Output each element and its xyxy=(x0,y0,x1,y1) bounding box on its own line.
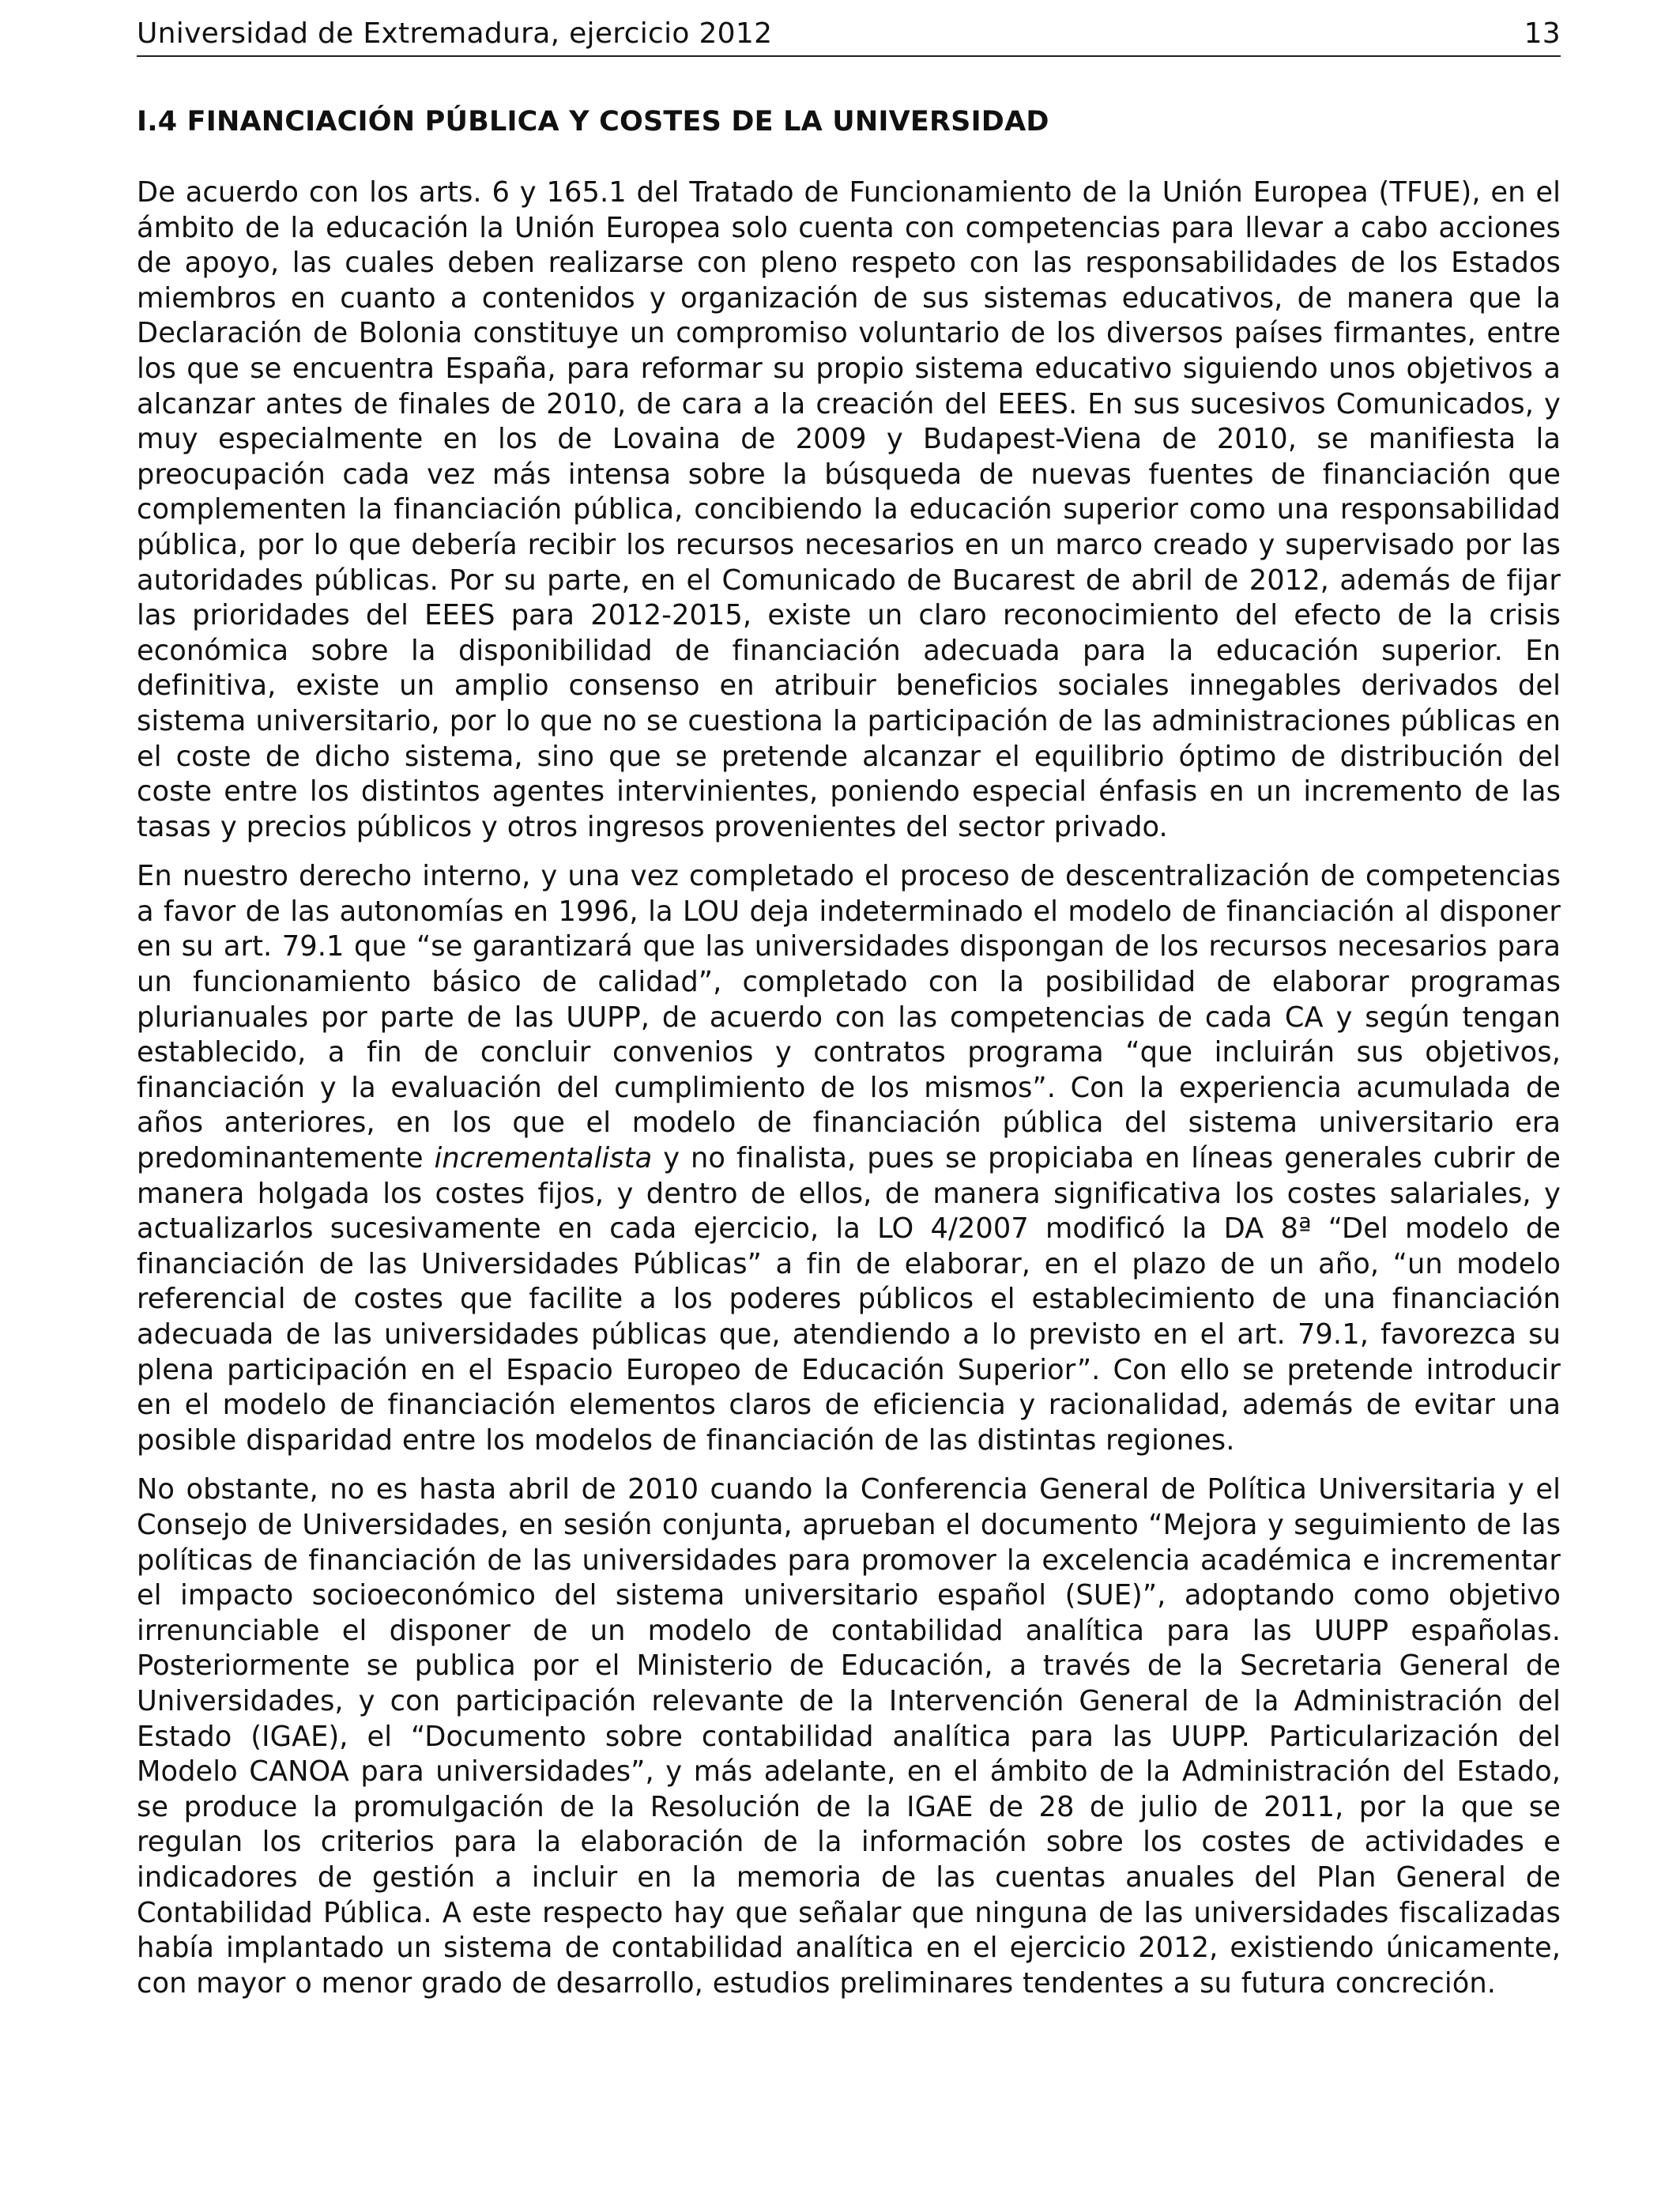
paragraph-2-text-before: En nuestro derecho interno, y una vez completado el proceso de descentralización de competencias a favor de las autonomías en 1996, la LOU deja indeterminado el modelo de financiación al disponer en su art. 79.1 que “se garantizará que las universidades dispongan de los recursos necesarios para un funcionamiento básico de calidad”, completado con la posibilidad de elaborar programas plurianuales por parte de las UUPP, de acuerdo con las competencias de cada CA y según tengan establecido, a fin de concluir convenios y contratos programa “que incluirán sus objetivos, financiación y la evaluación del cumplimiento de los mismos”. Con la experiencia acumulada de años anteriores, en los que el modelo de financiación pública del sistema universitario era predominantemente xyxy=(137,860,1561,1175)
running-title: Universidad de Extremadura, ejercicio 2012 xyxy=(137,17,773,50)
paragraph-3: No obstante, no es hasta abril de 2010 cuando la Conferencia General de Política Universitaria y el Consejo de Universidades, en sesión conjunta, aprueban el documento “Mejora y seguimiento de las políticas de financiación de las universidades para promover la excelencia académica e incrementar el impacto socioeconómico del sistema universitario español (SUE)”, adoptando como objetivo irrenunciable el disponer de un modelo de contabilidad analítica para las UUPP españolas. Posteriormente se publica por el Ministerio de Educación, a través de la Secretaria General de Universidades, y con participación relevante de la Intervención General de la Administración del Estado (IGAE), el “Documento sobre contabilidad analítica para las UUPP. Particularización del Modelo CANOA para universidades”, y más adelante, en el ámbito de la Administración del Estado, se produce la promulgación de la Resolución de la IGAE de 28 de julio de 2011, por la que se regulan los criterios para la elaboración de la información sobre los costes de actividades e indicadores de gestión a incluir en la memoria de las cuentas anuales del Plan General de Contabilidad Pública. A este respecto hay que señalar que ninguna de las universidades fiscalizadas había implantado un sistema de contabilidad analítica en el ejercicio 2012, existiendo únicamente, con mayor o menor grado de desarrollo, estudios preliminares tendentes a su futura concreción. xyxy=(137,1473,1561,2000)
paragraph-2-text-after: y no finalista, pues se propiciaba en líneas generales cubrir de manera holgada los costes fijos, y dentro de ellos, de manera significativa los costes salariales, y actualizarlos sucesivamente en cada ejercicio, la LO 4/2007 modificó la DA 8ª “Del modelo de financiación de las Universidades Públicas” a fin de elaborar, en el plazo de un año, “un modelo referencial de costes que facilite a los poderes públicos el establecimiento de una financiación adecuada de las universidades públicas que, atendiendo a lo previsto en el art. 79.1, favorezca su plena participación en el Espacio Europeo de Educación Superior”. Con ello se pretende introducir en el modelo de financiación elementos claros de eficiencia y racionalidad, además de evitar una posible disparidad entre los modelos de financiación de las distintas regiones. xyxy=(137,1142,1561,1457)
running-header xyxy=(137,16,1561,57)
paragraph-2 xyxy=(137,859,1561,1458)
document-page xyxy=(137,16,1561,2015)
section-title: I.4 FINANCIACIÓN PÚBLICA Y COSTES DE LA UNIVERSIDAD xyxy=(137,106,1049,138)
page-number: 13 xyxy=(1524,17,1561,50)
paragraph-2-emphasis: incrementalista xyxy=(434,1142,653,1175)
body-text xyxy=(137,175,1561,2001)
paragraph-1: De acuerdo con los arts. 6 y 165.1 del Tratado de Funcionamiento de la Unión Europea (TFUE), en el ámbito de la educación la Unión Europea solo cuenta con competencias para llevar a cabo acciones de apoyo, las cuales deben realizarse con pleno respeto con las responsabilidades de los Estados miembros en cuanto a contenidos y organización de sus sistemas educativos, de manera que la Declaración de Bolonia constituye un compromiso voluntario de los diversos países firmantes, entre los que se encuentra España, para reformar su propio sistema educativo siguiendo unos objetivos a alcanzar antes de finales de 2010, de cara a la creación del EEES. En sus sucesivos Comunicados, y muy especialmente en los de Lovaina de 2009 y Budapest-Viena de 2010, se manifiesta la preocupación cada vez más intensa sobre la búsqueda de nuevas fuentes de financiación que complementen la financiación pública, concibiendo la educación superior como una responsabilidad pública, por lo que debería recibir los recursos necesarios en un marco creado y supervisado por las autoridades públicas. Por su parte, en el Comunicado de Bucarest de abril de 2012, además de fijar las prioridades del EEES para 2012-2015, existe un claro reconocimiento del efecto de la crisis económica sobre la disponibilidad de financiación adecuada para la educación superior. En definitiva, existe un amplio consenso en atribuir beneficios sociales innegables derivados del sistema universitario, por lo que no se cuestiona la participación de las administraciones públicas en el coste de dicho sistema, sino que se pretende alcanzar el equilibrio óptimo de distribución del coste entre los distintos agentes intervinientes, poniendo especial énfasis en un incremento de las tasas y precios públicos y otros ingresos provenientes del sector privado. xyxy=(137,176,1561,843)
